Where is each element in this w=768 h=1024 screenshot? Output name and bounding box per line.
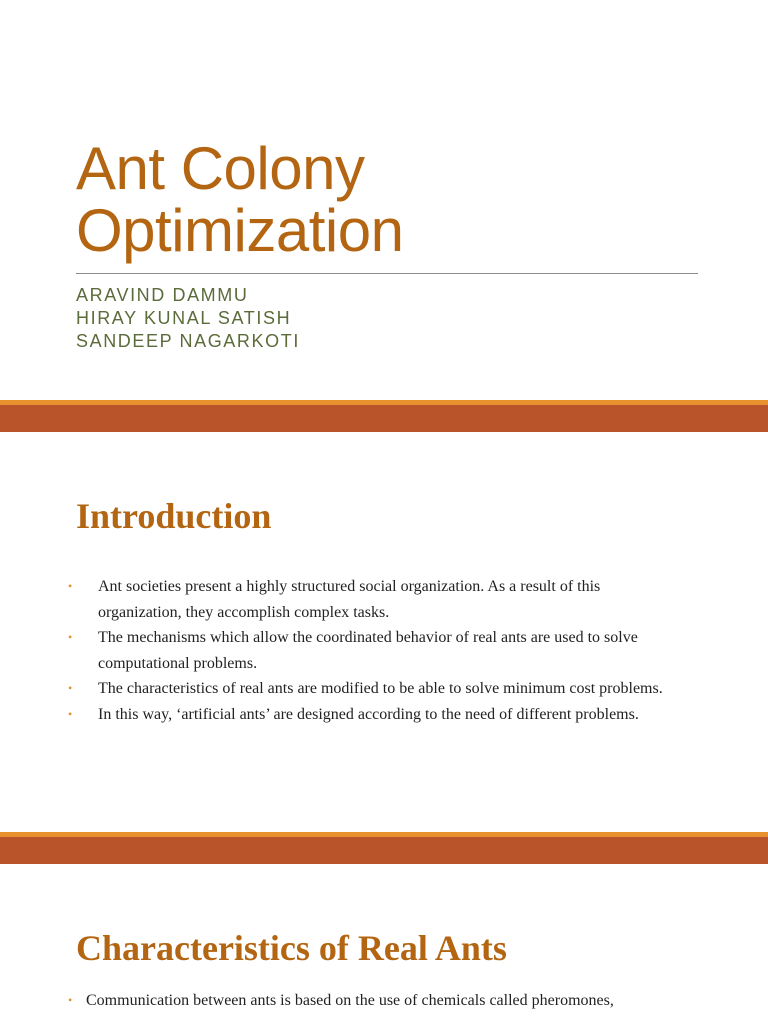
author-name: ARAVIND DAMMU <box>76 285 249 305</box>
characteristics-slide <box>0 864 768 1024</box>
separator-accent-line <box>0 400 768 405</box>
bullet-icon: • <box>68 579 73 593</box>
title-slide <box>0 0 768 400</box>
list-item <box>66 574 686 625</box>
title-divider <box>76 273 698 274</box>
bullet-icon: • <box>68 993 73 1007</box>
list-item <box>66 625 686 676</box>
bullet-list <box>66 988 746 1014</box>
author-name: SANDEEP NAGARKOTI <box>76 331 300 351</box>
list-item-text: In this way, ‘artificial ants’ are designed according to the need of different problems. <box>98 705 639 723</box>
bullet-list <box>66 574 686 727</box>
list-item <box>66 676 686 702</box>
slide-heading: Introduction <box>76 496 272 536</box>
list-item <box>66 988 746 1014</box>
presentation-title <box>76 135 696 264</box>
slide-separator <box>0 832 768 864</box>
introduction-slide <box>0 432 768 832</box>
bullet-icon: • <box>68 630 73 644</box>
author-list <box>76 284 300 353</box>
bullet-icon: • <box>68 706 73 721</box>
slide-separator <box>0 400 768 432</box>
list-item-text: Ant societies present a highly structured social organization. As a result of this organization, they accomplish complex tasks. <box>98 578 601 621</box>
bullet-icon: • <box>68 681 73 695</box>
author-name: HIRAY KUNAL SATISH <box>76 308 292 328</box>
title-line-1: Ant Colony <box>76 135 365 202</box>
list-item <box>66 702 686 728</box>
separator-accent-line <box>0 832 768 837</box>
list-item-text: The mechanisms which allow the coordinated behavior of real ants are used to solve computational problems. <box>98 629 638 672</box>
list-item-text: Communication between ants is based on the use of chemicals called pheromones, <box>86 992 614 1009</box>
slide-heading: Characteristics of Real Ants <box>76 928 507 968</box>
title-line-2: Optimization <box>76 197 404 264</box>
list-item-text: The characteristics of real ants are modified to be able to solve minimum cost problems. <box>98 680 663 697</box>
